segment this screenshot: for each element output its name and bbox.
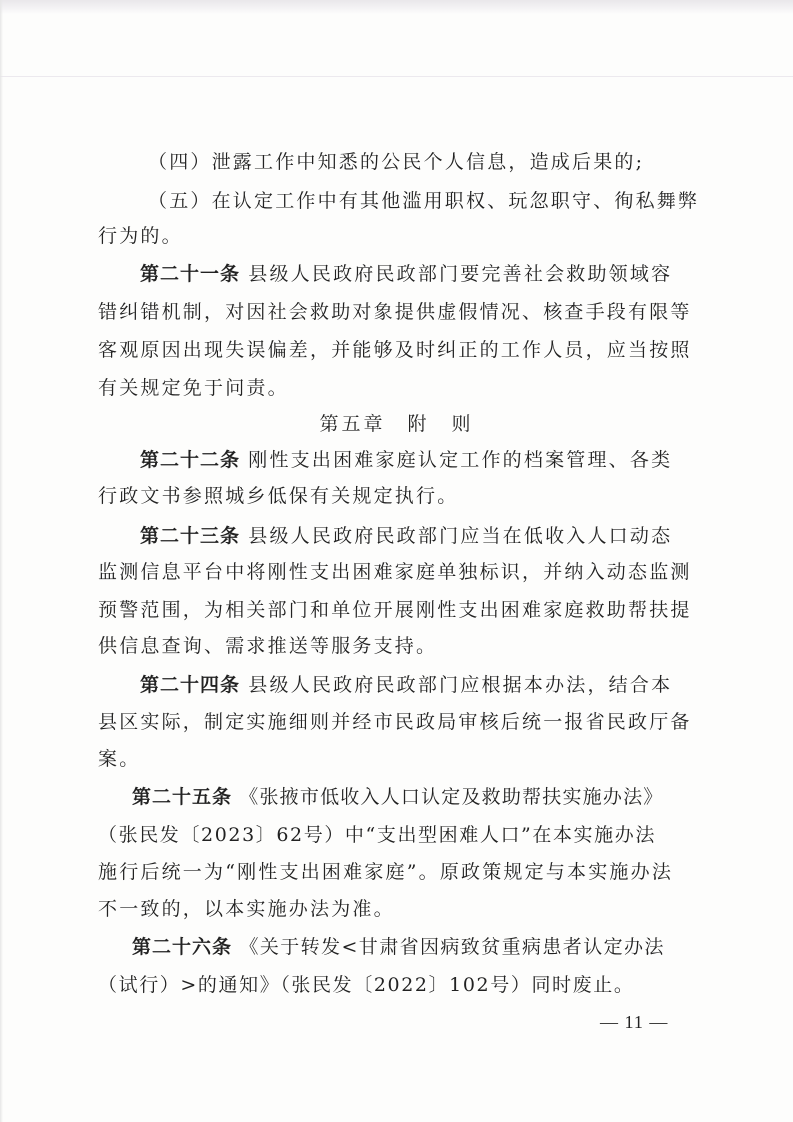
paragraph-line — [98, 743, 140, 775]
page-number: — 11 — — [600, 1012, 669, 1032]
paragraph-line — [98, 856, 673, 888]
article-number: 第二十五条 — [132, 786, 233, 808]
line-text: （五）在认定工作中有其他滥用职权、玩忽职守、徇私舞弊 — [148, 190, 700, 212]
line-text: 不一致的，以本实施办法为准。 — [98, 898, 395, 920]
scan-left-edge — [0, 0, 3, 1122]
paragraph-line — [98, 296, 692, 328]
article-25-line — [132, 781, 663, 813]
paragraph-line — [98, 220, 183, 252]
line-text: 县级人民政府民政部门应根据本办法，结合本 — [248, 674, 673, 696]
article-number: 第二十三条 — [140, 525, 241, 547]
line-text: 错纠错机制，对因社会救助对象提供虚假情况、核查手段有限等 — [98, 301, 692, 323]
article-23-line — [140, 520, 672, 552]
paragraph-line — [98, 334, 692, 366]
article-number: 第二十四条 — [140, 674, 241, 696]
line-text: 县区实际，制定实施细则并经市民政局审核后统一报省民政厅备 — [98, 711, 692, 733]
line-text: 有关规定免于问责。 — [98, 377, 289, 399]
line-text: 施行后统一为“刚性支出困难家庭”。原政策规定与本实施办法 — [98, 861, 674, 883]
scan-artifact-line — [0, 76, 793, 77]
paragraph-line — [98, 556, 692, 588]
chapter-heading: 第五章 附 则 — [319, 413, 474, 435]
line-text: 行为的。 — [98, 225, 183, 247]
paragraph-line — [98, 893, 395, 925]
paragraph-line — [98, 594, 692, 626]
line-text: （张民发〔2023〕62号）中“支出型困难人口”在本实施办法 — [98, 824, 656, 846]
article-number: 第二十二条 — [140, 449, 241, 471]
article-number: 第二十一条 — [140, 263, 241, 285]
line-text: （试行）>的通知》（张民发〔2022〕102号）同时废止。 — [98, 974, 635, 996]
paragraph-line — [98, 819, 656, 851]
scan-top-shadow — [0, 0, 793, 14]
article-26-line — [132, 931, 665, 963]
line-text: （四）泄露工作中知悉的公民个人信息，造成后果的; — [148, 151, 645, 173]
line-text: 监测信息平台中将刚性支出困难家庭单独标识，并纳入动态监测 — [98, 561, 692, 583]
line-text: 行政文书参照城乡低保有关规定执行。 — [98, 485, 459, 507]
line-text: 刚性支出困难家庭认定工作的档案管理、各类 — [248, 449, 673, 471]
paragraph-line — [148, 146, 644, 178]
paragraph-line — [98, 969, 634, 1001]
paragraph-line — [98, 372, 289, 404]
article-22-line — [140, 444, 672, 476]
line-text: 《张掖市低收入人口认定及救助帮扶实施办法》 — [239, 786, 664, 808]
line-text: 县级人民政府民政部门要完善社会救助领域容 — [248, 263, 673, 285]
article-21-line — [140, 258, 672, 290]
paragraph-line — [98, 480, 458, 512]
line-text: 供信息查询、需求推送等服务支持。 — [98, 635, 438, 657]
line-text: 预警范围，为相关部门和单位开展刚性支出困难家庭救助帮扶提 — [98, 599, 692, 621]
line-text: 《关于转发<甘肃省因病致贫重病患者认定办法 — [239, 936, 665, 958]
paragraph-line — [148, 185, 699, 217]
paragraph-line — [98, 630, 437, 662]
line-text: 客观原因出现失误偏差，并能够及时纠正的工作人员，应当按照 — [98, 339, 692, 361]
paragraph-line — [98, 706, 692, 738]
article-number: 第二十六条 — [132, 936, 233, 958]
line-text: 案。 — [98, 748, 141, 770]
line-text: 县级人民政府民政部门应当在低收入人口动态 — [248, 525, 673, 547]
article-24-line — [140, 669, 672, 701]
